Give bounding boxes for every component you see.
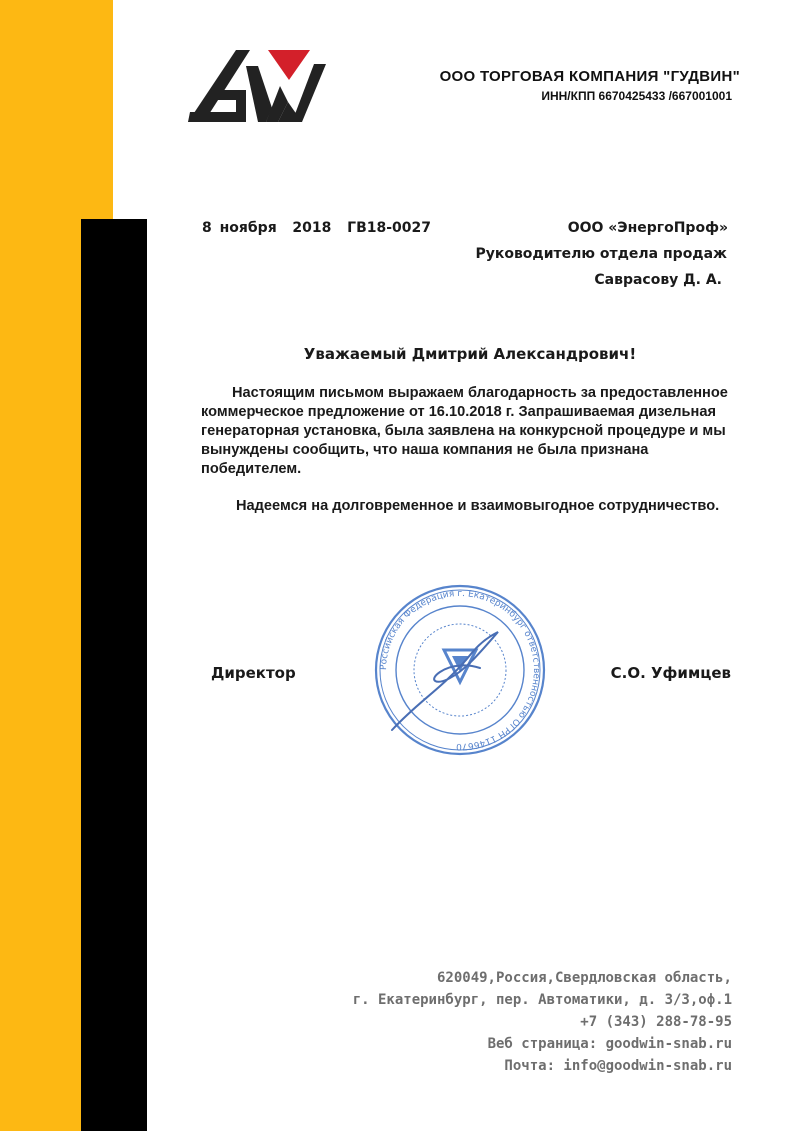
signature-title: Директор: [211, 664, 296, 682]
company-logo: [184, 46, 326, 124]
signature-name: С.О. Уфимцев: [610, 664, 731, 682]
company-name: ООО ТОРГОВАЯ КОМПАНИЯ "ГУДВИН": [439, 68, 740, 85]
footer-email: Почта: info@goodwin-snab.ru: [504, 1058, 732, 1074]
company-stamp: [370, 580, 550, 760]
letter-salutation: Уважаемый Дмитрий Александрович!: [303, 345, 637, 363]
footer-address-line-1: 620049,Россия,Свердловская область,: [436, 970, 732, 986]
letter-body: [201, 384, 741, 479]
letter-closing: Надеемся на долговременное и взаимовыгодное сотрудничество.: [236, 498, 720, 514]
letter-date-reference: 8 ноября 2018 ГВ18-0027: [202, 220, 431, 236]
company-inn-kpp: ИНН/КПП 6670425433 /667001001: [541, 89, 732, 103]
recipient-company: ООО «ЭнергоПроф»: [567, 220, 728, 236]
recipient-position: Руководителю отдела продаж: [475, 246, 727, 262]
footer-contacts: [353, 967, 732, 1077]
footer-address-line-2: г. Екатеринбург, пер. Автоматики, д. 3/3,оф.1: [352, 992, 732, 1008]
recipient-name: Саврасову Д. А.: [594, 272, 722, 288]
letter-body-text: Настоящим письмом выражаем благодарность за предоставленное коммерческое предложение от 16.10.2018 г. Запрашиваемая дизельная генераторная установка, была заявлена на конкурсной процедуре и мы вынуждены сообщить, что наша компания не была признана победителем.: [201, 385, 728, 477]
stamp-text: Российская Федерация г. Екатеринбург ответственностью ОГРН 1146670: [378, 588, 542, 752]
footer-website: Веб страница: goodwin-snab.ru: [487, 1036, 732, 1052]
footer-phone: +7 (343) 288-78-95: [580, 1014, 732, 1030]
